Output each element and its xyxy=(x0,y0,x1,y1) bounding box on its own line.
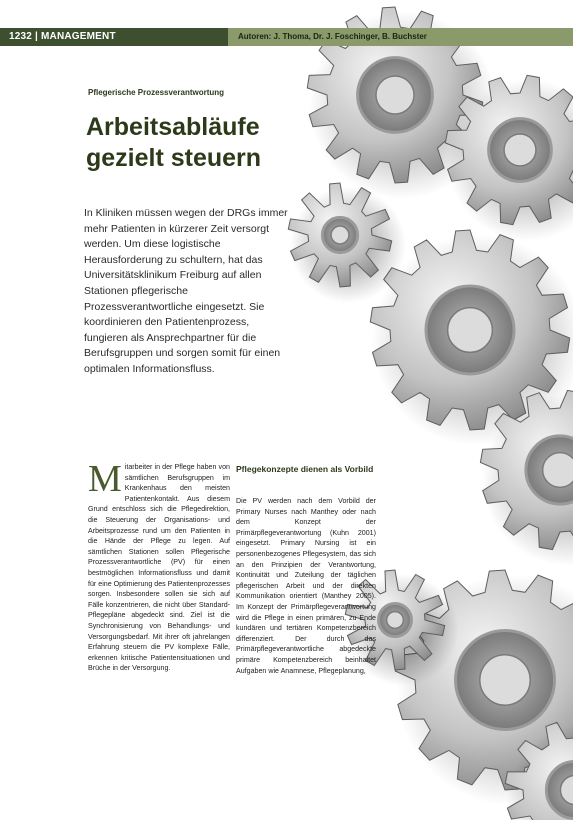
article-title: Arbeitsabläufe gezielt steuern xyxy=(86,113,262,172)
gear-2 xyxy=(445,75,573,241)
gear-bore xyxy=(448,308,493,353)
gear-bore xyxy=(504,134,536,166)
article-kicker: Pflegerische Prozessverantwortung xyxy=(88,88,225,97)
gear-4 xyxy=(288,183,406,303)
gear-bore xyxy=(376,76,414,114)
body-column-1 xyxy=(88,458,230,674)
gear-bore xyxy=(543,453,573,488)
authors-line: Autoren: J. Thoma, Dr. J. Foschinger, B. Buchster xyxy=(228,28,573,46)
gear-bore xyxy=(331,226,349,244)
body-column-2 xyxy=(236,496,376,676)
article-lead: In Kliniken müssen wegen der DRGs immer mehr Patienten in kürzerer Zeit versorgt werden. Um diese logistische Herausforderung zu schultern, hat das Universitätsklinikum Freiburg auf allen Stationen pflegerische Prozessverantwortliche eingesetzt. Sie koordinieren den Patientenprozess, fungieren als Ansprechpartner für die Berufsgruppen und sorgen somit für einen optimalen Informationsfluss. xyxy=(84,207,288,375)
column-1-text: itarbeiter in der Pflege haben von sämtlichen Berufsgruppen im Krankenhaus den meisten Patientenkontakt. Aus diesem Grund entschloss sich die Pflegedirektion, die Steuerung der Organisations- und Arbeitsprozesse rund um den Patienten in die Hände der Pflege zu legen. Auf sämtlichen Stationen sollen Pflegerische Prozessverantwortliche (PV) für einen bestmöglichen Informationsfluss und damit für eine Optimierung des Patientenprozesses sorgen. Insbesondere sollen sie sich auf Fälle konzentrieren, die nicht über Standard-Pflegepläne abgedeckt sind. Ziel ist die Synchronisierung von Behandlungs- und Versorgungsbedarf. Mit ihrer oft jahrelangen Erfahrung steuern die PV komplexe Fälle, erkennen kritische Patientensituationen und Brüche in der Versorgung. xyxy=(88,463,230,673)
column-2-text: Die PV werden nach dem Vorbild der Primary Nurses nach Manthey oder nach dem Konzept der Primärpflegeverantwortung (Kuhn 2001) eingesetzt. Primary Nursing ist ein personenbezogenes Pflegesystem, das sich an den Prinzipien der Verantwortung, Kontinuität und Zuteilung der täglichen pflegerischen Arbeit und der direkten Kommunikation orientiert (Manthey 2005). Im Konzept der Primärpflegeverantwortung wird die Pflege in einen primären, zu Ende kundären und tertiären Kompetenzbereich differenziert. Der durch das Primärpflegeverantwortliche abgedeckte primäre Kompetenzbereich beinhaltet Aufgaben wie Anamnese, Pflegeplanung, xyxy=(236,497,376,675)
dropcap: M xyxy=(88,458,122,500)
subheading: Pflegekonzepte dienen als Vorbild xyxy=(236,464,374,474)
section-label: 1232 | MANAGEMENT xyxy=(0,28,228,46)
gear-bore xyxy=(480,655,530,705)
gear-bore xyxy=(387,612,404,629)
